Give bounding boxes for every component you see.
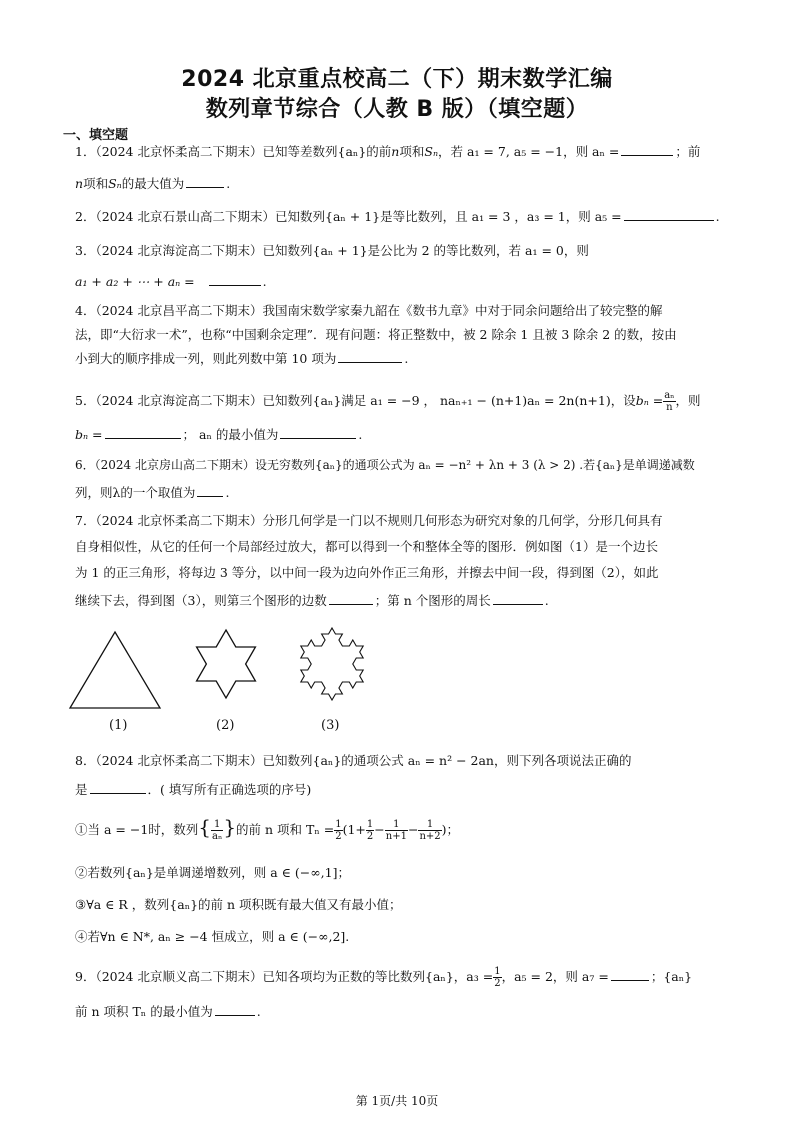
q1-line2d: 的最大值为 bbox=[121, 176, 185, 191]
question-8-option-4: ④若∀n ∈ N*, aₙ ≥ −4 恒成立，则 a ∈ (−∞,2]. bbox=[75, 929, 350, 944]
q9-seq: {aₙ} bbox=[425, 969, 454, 984]
q8-opt1e-num: 1 bbox=[366, 819, 374, 830]
q8-opt1c-num: 1 bbox=[335, 819, 342, 830]
q8-opt1d: (1+ bbox=[342, 822, 366, 837]
q9-prefix: 9．（2024 北京顺义高二下期末）已知各项均为正数的等比数列 bbox=[75, 969, 425, 984]
q5-line2b: ； aₙ 的最小值为 bbox=[182, 427, 279, 442]
question-8-line2 bbox=[75, 781, 311, 799]
triangle-shape bbox=[70, 632, 160, 708]
question-8-option-2: ②若数列{aₙ}是单调递增数列，则 a ∈ (−∞,1]； bbox=[75, 865, 350, 880]
question-8-line1 bbox=[75, 752, 631, 770]
question-8-option-3: ③∀a ∈ R ，数列{aₙ}的前 n 项积既有最大值又有最小值； bbox=[75, 897, 402, 912]
question-3-line2 bbox=[75, 273, 267, 291]
question-4-line3 bbox=[75, 350, 408, 368]
q1-blank-2[interactable] bbox=[186, 175, 224, 188]
q4-blank[interactable] bbox=[338, 350, 402, 363]
q4-line3: 小到大的顺序排成一列，则此列数中第 10 项为 bbox=[75, 351, 337, 366]
q9-frac-den: 2 bbox=[494, 978, 501, 989]
q9-blank-2[interactable] bbox=[215, 1003, 255, 1016]
q8-opt1g-frac bbox=[385, 819, 408, 842]
q9-end: . bbox=[256, 1004, 261, 1019]
q6-blank[interactable] bbox=[197, 484, 223, 497]
q8-opt1g-den: n+1 bbox=[385, 831, 407, 842]
q1-sn: Sₙ bbox=[424, 144, 439, 159]
q3-seq: {aₙ + 1} bbox=[312, 243, 368, 258]
q3-line2: a₁ + a₂ + ⋯ + aₙ = bbox=[75, 274, 195, 289]
q5-mid: 满足 a₁ = −9 ， naₙ₊₁ − (n+1)aₙ = 2n(n+1)，设 bbox=[341, 393, 636, 408]
q8-line2b: ．( 填写所有正确选项的序号) bbox=[147, 782, 312, 797]
q1-cond: ，若 a₁ = 7, a₅ = −1，则 aₙ = bbox=[438, 144, 620, 159]
question-9-line1 bbox=[75, 966, 692, 989]
q9-mid: ，a₃ = bbox=[453, 969, 494, 984]
q1-after: ；前 bbox=[675, 144, 701, 159]
q8-opt1i-den: n+2 bbox=[419, 831, 441, 842]
q5-mid2: ，则 bbox=[675, 393, 701, 408]
q2-prefix: 2．（2024 北京石景山高二下期末）已知数列 bbox=[75, 209, 325, 224]
q8-opt1j: )； bbox=[441, 822, 460, 837]
q1-end: . bbox=[226, 176, 231, 191]
figure-label-3: (3) bbox=[321, 718, 340, 733]
figure-label-1: (1) bbox=[109, 718, 128, 733]
page-footer: 第 1页/共 10页 bbox=[355, 1094, 439, 1108]
q8-opt1-frac bbox=[211, 819, 223, 842]
hexagram-shape bbox=[197, 630, 256, 698]
q8-mid: 的通项公式 aₙ = n² − 2an，则下列各项说法正确的 bbox=[341, 753, 632, 768]
q9-line2: 前 n 项积 Tₙ 的最小值为 bbox=[75, 1004, 213, 1019]
question-5-line2 bbox=[75, 426, 362, 444]
q1-n: n bbox=[391, 144, 400, 159]
question-7-line2: 自身相似性，从它的任何一个局部经过放大，都可以得到一个和整体全等的图形．例如图（1）是一个边长 bbox=[75, 539, 658, 554]
page-title-line1: 2024 北京重点校高二（下）期末数学汇编 bbox=[181, 67, 613, 92]
q1-line2c: Sₙ bbox=[108, 176, 122, 191]
q6-end: . bbox=[225, 485, 230, 500]
q9-fraction bbox=[493, 966, 501, 989]
q9-frac-num: 1 bbox=[494, 966, 501, 977]
q2-end: . bbox=[715, 209, 720, 224]
q3-blank[interactable] bbox=[209, 273, 261, 286]
question-7-line1: 7．（2024 北京怀柔高二下期末）分形几何学是一门以不规则几何形态为研究对象的几何学，分形几何具有 bbox=[75, 513, 663, 528]
q3-prefix: 3．（2024 北京海淀高二下期末）已知数列 bbox=[75, 243, 313, 258]
q9-blank-1[interactable] bbox=[611, 968, 649, 981]
figure-label-2: (2) bbox=[216, 718, 235, 733]
q3-end: . bbox=[262, 274, 267, 289]
q8-line2a: 是 bbox=[75, 782, 88, 797]
page-title-line2: 数列章节综合（人教 B 版）（填空题） bbox=[205, 97, 589, 122]
q8-opt1h: − bbox=[407, 822, 419, 837]
q1-mid: 的前 bbox=[366, 144, 392, 159]
q2-blank[interactable] bbox=[624, 208, 714, 221]
q8-opt1e-den: 2 bbox=[366, 831, 374, 842]
q7-line4b: ；第 n 个图形的周长 bbox=[374, 593, 491, 608]
koch-snowflake-shape bbox=[301, 628, 363, 700]
question-7-line3: 为 1 的正三角形，将每边 3 等分，以中间一段为边向外作正三角形，并擦去中间一段，得到图（2），如此 bbox=[75, 565, 659, 580]
q8-opt1g-num: 1 bbox=[385, 819, 408, 831]
q8-opt1-den: aₙ bbox=[212, 831, 223, 842]
q7-end: . bbox=[544, 593, 549, 608]
question-6-line1: 6．（2024 北京房山高二下期末）设无穷数列{aₙ}的通项公式为 aₙ = −n² + λn + 3 (λ > 2) .若{aₙ}是单调递减数 bbox=[75, 458, 695, 472]
q5-fraction bbox=[663, 390, 675, 413]
q5-blank-2[interactable] bbox=[280, 426, 356, 439]
q8-blank[interactable] bbox=[90, 781, 146, 794]
q5-line2a: bₙ = bbox=[75, 427, 103, 442]
q3-mid: 是公比为 2 的等比数列，若 a₁ = 0，则 bbox=[367, 243, 589, 258]
q9-seq2: {aₙ} bbox=[663, 969, 693, 984]
q6-line2: 列，则λ的一个取值为 bbox=[75, 485, 196, 500]
q8-seq: {aₙ} bbox=[312, 753, 342, 768]
q5-prefix: 5．（2024 北京海淀高二下期末）已知数列 bbox=[75, 393, 313, 408]
q5-frac-den: n bbox=[666, 402, 673, 413]
q8-opt1c-frac bbox=[334, 819, 342, 842]
question-1-line1 bbox=[75, 143, 700, 161]
q9-mid2: ，a₅ = 2，则 a₇ = bbox=[501, 969, 609, 984]
question-4-line1: 4．（2024 北京昌平高二下期末）我国南宋数学家秦九韶在《数书九章》中对于同余问题给出了较完整的解 bbox=[75, 303, 663, 318]
q8-opt1c-den: 2 bbox=[335, 831, 342, 842]
question-5-line1 bbox=[75, 390, 701, 413]
q2-seq: {aₙ + 1} bbox=[325, 209, 381, 224]
question-9-line2 bbox=[75, 1003, 261, 1021]
question-1-line2 bbox=[75, 175, 230, 193]
question-4-line2: 法，即“大衍求一术”，也称“中国剩余定理”．现有问题：将正整数中，被 2 除余 1 且被 3 除余 2 的数，按由 bbox=[75, 327, 677, 342]
q7-line4a: 继续下去，得到图（3），则第三个图形的边数 bbox=[75, 593, 327, 608]
q8-prefix: 8．（2024 北京怀柔高二下期末）已知数列 bbox=[75, 753, 313, 768]
q1-seq: {aₙ} bbox=[337, 144, 367, 159]
q5-frac-num: aₙ bbox=[664, 390, 675, 401]
q7-blank-1[interactable] bbox=[329, 592, 373, 605]
q8-opt1i-num: 1 bbox=[418, 819, 441, 831]
q8-opt1b: 的前 n 项和 Tₙ = bbox=[236, 822, 335, 837]
question-3-line1 bbox=[75, 242, 589, 260]
triangle-figure bbox=[68, 620, 168, 720]
q1-line2b: 项和 bbox=[83, 176, 109, 191]
koch-snowflake-figure bbox=[282, 612, 382, 712]
question-2 bbox=[75, 208, 720, 226]
q4-end: . bbox=[404, 351, 409, 366]
question-6-line2 bbox=[75, 484, 229, 502]
q1-blank-1[interactable] bbox=[621, 143, 673, 156]
q5-blank-1[interactable] bbox=[105, 426, 181, 439]
question-8-option-1: ①当 a = −1时，数列{ $\frac{1}{\text{aₙ}}$ }的前 n 项和 Tₙ = $\frac{1}{2}$ (1+ $\frac{1}{2}$ − $\frac{1}{n+1}$ − $\frac{1}{n+2}$ )； bbox=[75, 815, 460, 842]
section-heading: 一、填空题 bbox=[63, 128, 129, 143]
hexagram-figure bbox=[176, 612, 276, 712]
q1-line2a: n bbox=[75, 176, 84, 191]
q5-seq: {aₙ} bbox=[312, 393, 342, 408]
q9-mid3: ； bbox=[650, 969, 664, 984]
q8-opt1i-frac bbox=[418, 819, 441, 842]
question-7-line4 bbox=[75, 592, 549, 610]
q1-prefix: 1．（2024 北京怀柔高二下期末）已知等差数列 bbox=[75, 144, 338, 159]
q7-blank-2[interactable] bbox=[493, 592, 543, 605]
q2-mid: 是等比数列，且 a₁ = 3 ，a₃ = 1，则 a₅ = bbox=[380, 209, 622, 224]
q8-opt1a: ①当 a = −1时，数列 bbox=[75, 822, 199, 837]
q5-bn: bₙ = bbox=[635, 393, 664, 408]
q5-end: . bbox=[358, 427, 363, 442]
q1-mid2: 项和 bbox=[399, 144, 425, 159]
q8-opt1f: − bbox=[374, 822, 385, 837]
q8-opt1-num: 1 bbox=[211, 819, 223, 831]
